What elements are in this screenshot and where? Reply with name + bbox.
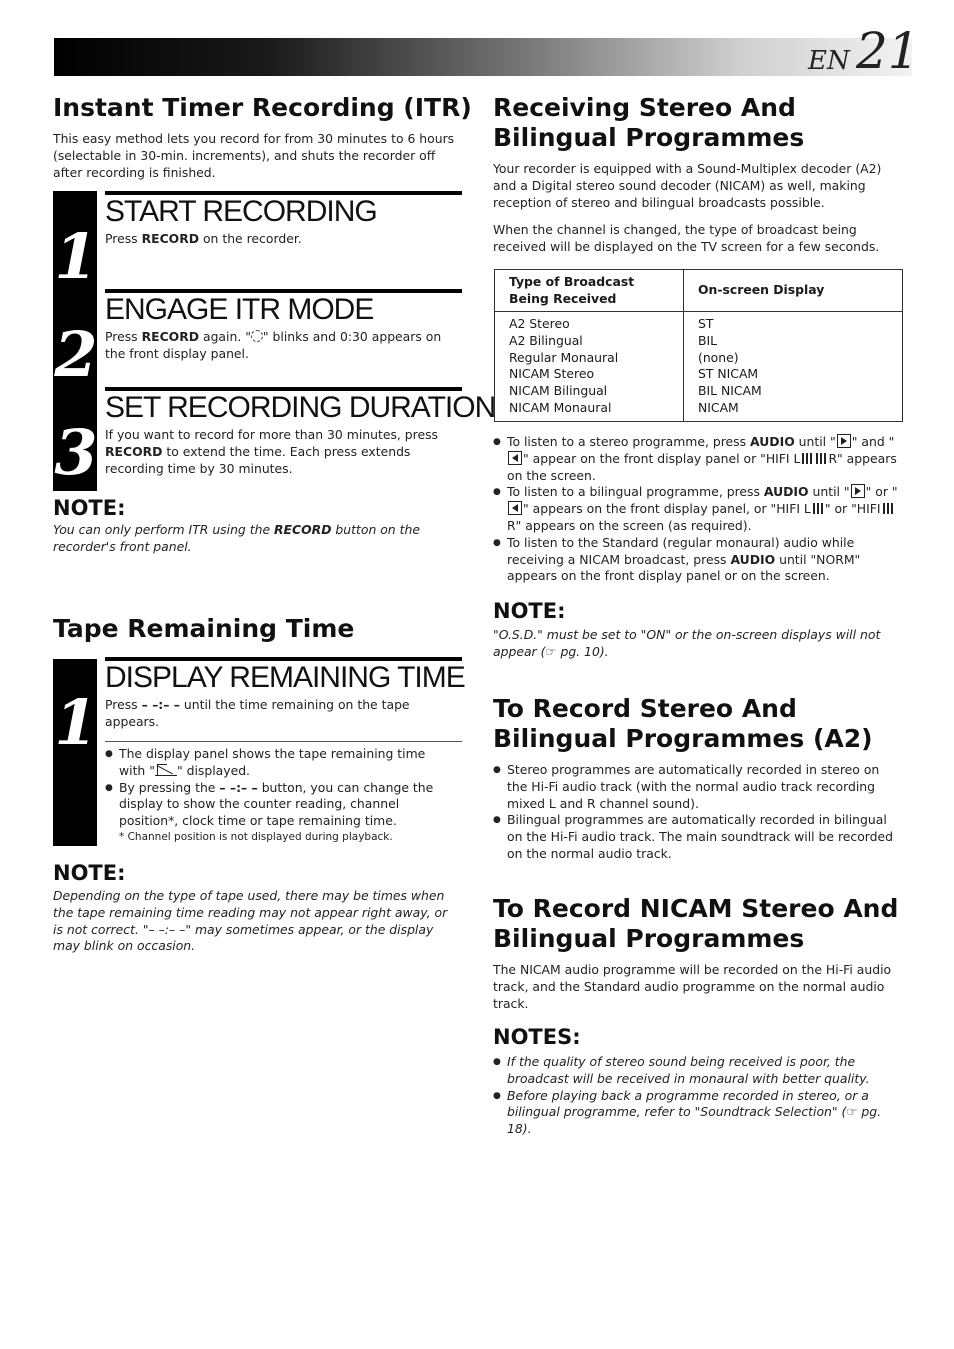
list-item: ● The display panel shows the tape remaining time with " " displayed. [105, 746, 445, 780]
step-text-2: Press RECORD again. " " blinks and 0:30 appears on the front display panel. [105, 329, 442, 361]
step-number-1: 1 [54, 686, 98, 759]
list-item: ● Before playing back a programme recorded in stereo, or a bilingual programme, refer to "Soundtrack Selection" (☞ pg. 18). [493, 1088, 903, 1138]
list-item: ● Bilingual programmes are automatically recorded in bilingual on the Hi-Fi audio track. The main soundtrack will be recorded on the normal audio track. [493, 812, 903, 862]
level-bars-icon [883, 503, 893, 514]
reverse-icon [508, 501, 522, 515]
stereo-bullets [493, 434, 898, 585]
a2-bullets [493, 762, 903, 863]
stereo-intro-2: When the channel is changed, the type of broadcast being received will be displayed on the TV screen for a few seconds. [493, 222, 880, 254]
step-text-3: If you want to record for more than 30 minutes, press RECORD to extend the time. Each press extends recording time by 30 minutes. [105, 427, 438, 476]
list-item: ● To listen to a bilingual programme, press AUDIO until " " or "" appears on the front display panel, or "HIFI L " or "HIFIR" appears on the screen (as required). [493, 484, 898, 534]
step-title-engage-itr-mode: ENGAGE ITR MODE [105, 293, 374, 326]
play-icon [837, 434, 851, 448]
tape-bullets [105, 746, 445, 830]
level-bars-icon [802, 453, 812, 464]
blinking-indicator-icon [251, 330, 263, 342]
table-row [495, 312, 903, 422]
tape-note-heading: NOTE: [53, 861, 126, 885]
language-label: EN [808, 46, 850, 76]
table-header-type: Type of Broadcast Being Received [509, 273, 635, 306]
step-number-3: 3 [54, 416, 98, 489]
page-number: 21 [856, 22, 920, 80]
nicam-notes [493, 1054, 903, 1138]
record-button-ref: RECORD [105, 444, 163, 459]
list-item: ● If the quality of stereo sound being received is poor, the broadcast will be received in monaural with better quality. [493, 1054, 903, 1088]
table-header-display: On-screen Display [698, 282, 825, 298]
pointing-hand-icon: ☞ [545, 643, 557, 659]
level-bars-icon [816, 453, 826, 464]
play-icon [851, 484, 865, 498]
step-number-2: 2 [54, 318, 98, 391]
table-cell-types: A2 Stereo A2 Bilingual Regular Monaural NICAM Stereo NICAM Bilingual NICAM Monaural [495, 312, 684, 422]
table-cell-displays: ST BIL (none) ST NICAM BIL NICAM NICAM [684, 312, 903, 422]
level-bars-icon [813, 503, 823, 514]
record-button-ref: RECORD [141, 231, 200, 246]
step-number-1: 1 [54, 220, 98, 293]
step-text-1: Press RECORD on the recorder. [105, 231, 302, 246]
list-item: ● To listen to a stereo programme, press AUDIO until " " and "" appear on the front display panel or "HIFI L R" appears on the screen. [493, 434, 898, 484]
stereo-heading: Receiving Stereo And Bilingual Programmes [493, 93, 805, 152]
stereo-note-text: "O.S.D." must be set to "ON" or the on-screen displays will not appear (☞ pg. 10). [493, 627, 881, 659]
stereo-intro-1: Your recorder is equipped with a Sound-Multiplex decoder (A2) and a Digital stereo sound decoder (NICAM) as well, making reception of stereo and bilingual broadcasts possible. [493, 161, 882, 210]
footnote: * Channel position is not displayed during playback. [119, 831, 393, 843]
broadcast-table [494, 269, 903, 422]
a2-heading: To Record Stereo And Bilingual Programmes (A2) [493, 694, 873, 753]
reverse-icon [508, 451, 522, 465]
itr-note-heading: NOTE: [53, 496, 126, 520]
tape-heading: Tape Remaining Time [53, 614, 355, 643]
nicam-notes-heading: NOTES: [493, 1025, 581, 1049]
record-button-ref: RECORD [141, 329, 200, 344]
nicam-text: The NICAM audio programme will be recorded on the Hi-Fi audio track, and the Standard audio programme on the normal audio track. [493, 962, 892, 1011]
itr-intro: This easy method lets you record for from 30 minutes to 6 hours (selectable in 30-min. increments), and shuts the recorder off after recording is finished. [53, 131, 455, 180]
nicam-heading: To Record NICAM Stereo And Bilingual Programmes [493, 894, 899, 953]
list-item: ● To listen to the Standard (regular monaural) audio while receiving a NICAM broadcast, press AUDIO until "NORM" appears on the front display panel or on the screen. [493, 535, 898, 585]
list-item: ● By pressing the – –:– – button, you can change the display to show the counter reading, channel position*, clock time or tape remaining time. [105, 780, 445, 830]
table-header-row [495, 270, 903, 312]
step-text-tape: Press – –:– – until the time remaining on the tape appears. [105, 697, 410, 729]
step-title-set-recording-duration: SET RECORDING DURATION [105, 391, 496, 424]
divider [105, 741, 462, 742]
step-title-display-remaining-time: DISPLAY REMAINING TIME [105, 661, 465, 694]
list-item: ● Stereo programmes are automatically recorded in stereo on the Hi-Fi audio track (with the normal audio track recording mixed L and R channel sound). [493, 762, 903, 812]
itr-heading: Instant Timer Recording (ITR) [53, 93, 472, 122]
stereo-note-heading: NOTE: [493, 599, 566, 623]
tape-remaining-icon [155, 764, 177, 776]
step-title-start-recording: START RECORDING [105, 195, 377, 228]
itr-note-text: You can only perform ITR using the RECORD button on the recorder's front panel. [53, 522, 420, 554]
header-bar [54, 38, 912, 76]
pointing-hand-icon: ☞ [846, 1104, 858, 1120]
tape-note-text: Depending on the type of tape used, there may be times when the tape remaining time reading may not appear right away, or is not correct. "– –:– –" may sometimes appear, or the display may blink on occasion. [53, 888, 448, 954]
